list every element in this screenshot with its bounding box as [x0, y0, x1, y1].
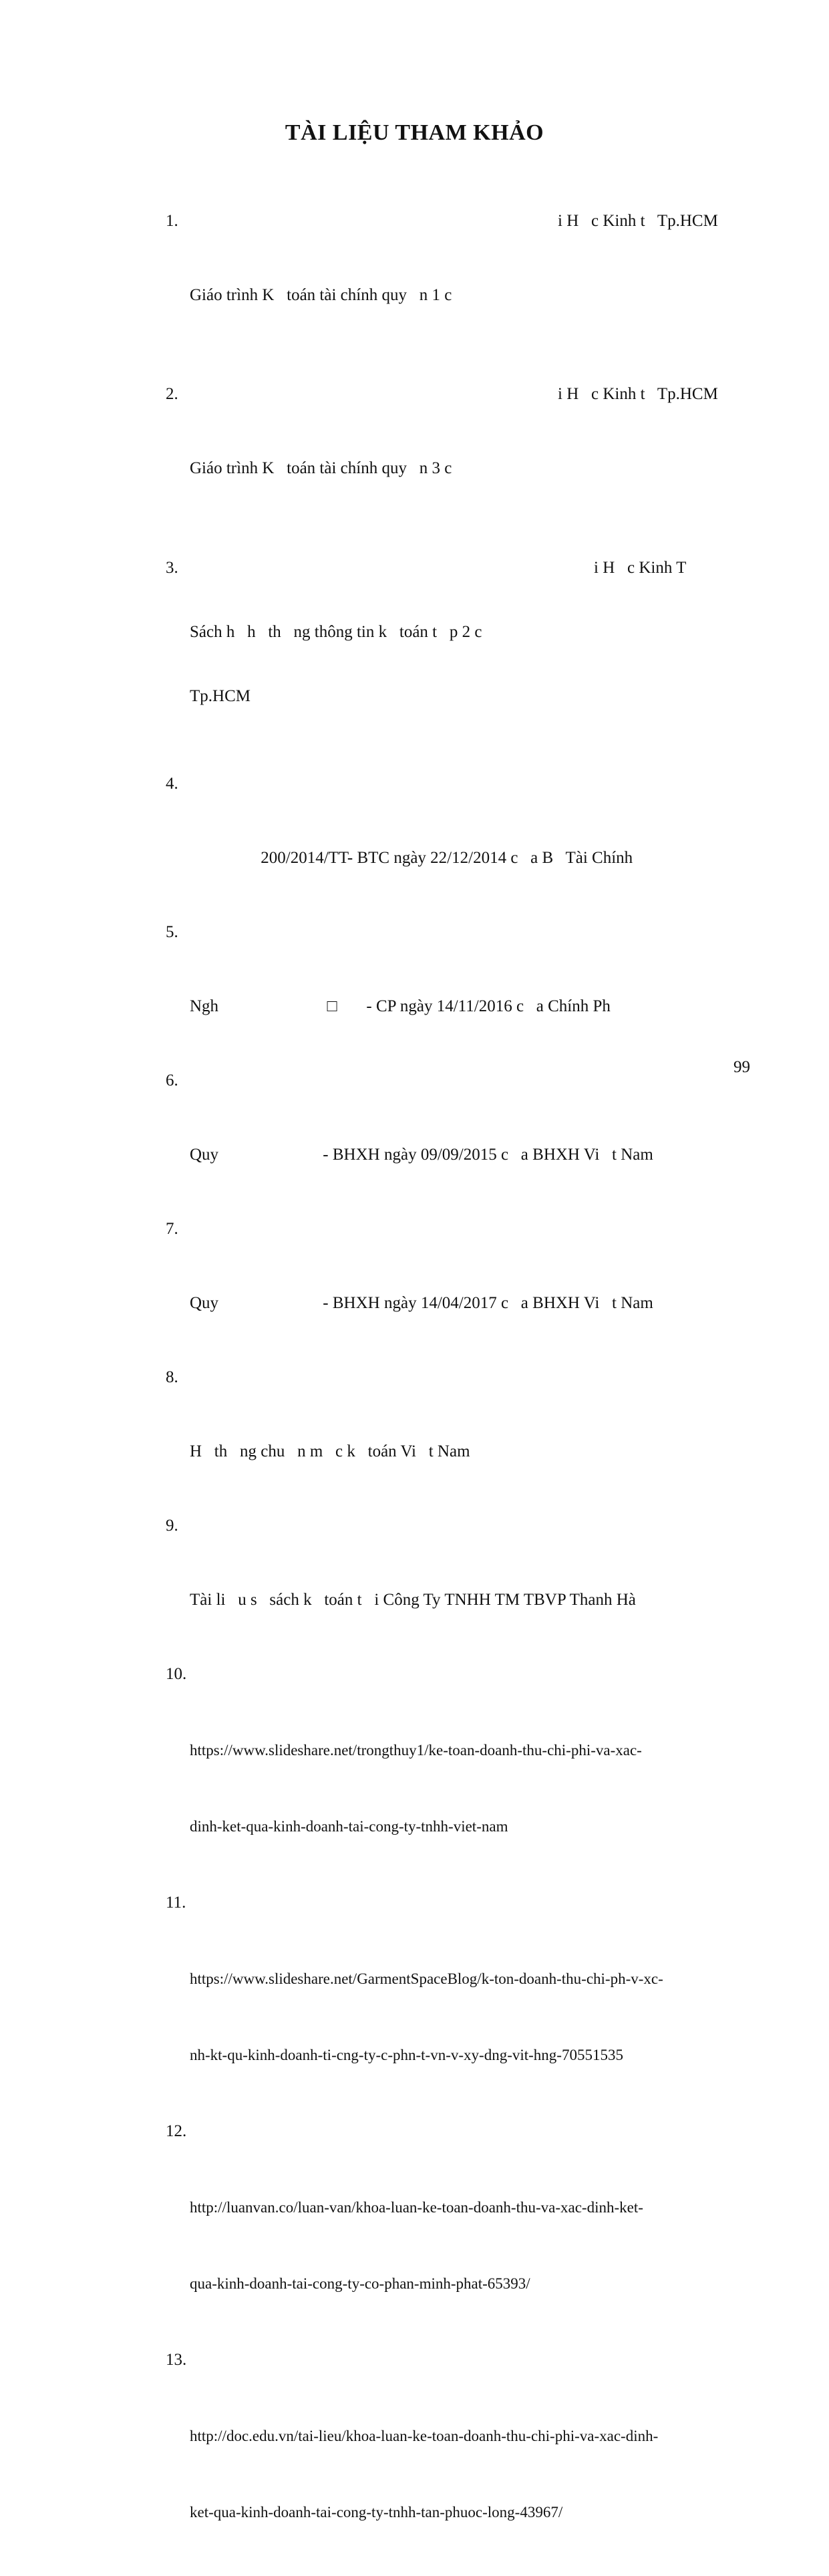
reference-link-continued[interactable]: dinh-ket-qua-kinh-doanh-tai-cong-ty-tnhh-viet-nam [190, 1818, 508, 1835]
reference-item-8 [166, 1365, 754, 1513]
reference-number: 2. [166, 385, 178, 403]
reference-text: Quy - BHXH ngày 09/09/2015 c a BHXH Vi t Nam [190, 1146, 653, 1164]
reference-text-right: i H c Kinh t Tp.HCM [558, 385, 718, 403]
reference-number: 8. [166, 1368, 178, 1386]
reference-text: Tài li u s sách k toán t i Công Ty TNHH TM TBVP Thanh Hà [190, 1591, 636, 1609]
reference-text-right: i H c Kinh T [594, 559, 687, 577]
reference-item-5 [166, 920, 754, 1068]
reference-number: 7. [166, 1220, 178, 1238]
reference-link[interactable]: http://doc.edu.vn/tai-lieu/khoa-luan-ke-toan-doanh-thu-chi-phi-va-xac-dinh- [190, 2428, 659, 2444]
reference-list [166, 209, 754, 2576]
reference-number: 11. [166, 1894, 186, 1912]
reference-text: Quy - BHXH ngày 14/04/2017 c a BHXH Vi t Nam [190, 1294, 653, 1312]
reference-number: 4. [166, 775, 178, 793]
reference-text: Sách h h th ng thông tin k toán t p 2 c [190, 623, 482, 641]
reference-item-6 [166, 1068, 754, 1216]
page-number: 99 [733, 1058, 750, 1076]
reference-item-1 [166, 209, 754, 382]
reference-number: 13. [166, 2351, 187, 2369]
reference-link[interactable]: https://www.slideshare.net/GarmentSpaceBlog/k-ton-doanh-thu-chi-ph-v-xc- [190, 1970, 663, 1987]
reference-item-3 [166, 557, 754, 771]
reference-item-11 [166, 1890, 754, 2119]
reference-link-continued[interactable]: qua-kinh-doanh-tai-cong-ty-co-phan-minh-phat-65393/ [190, 2275, 530, 2292]
reference-item-4 [166, 771, 754, 920]
reference-link-continued[interactable]: nh-kt-qu-kinh-doanh-ti-cng-ty-c-phn-t-vn-v-xy-dng-vit-hng-70551535 [190, 2047, 623, 2063]
reference-number: 10. [166, 1665, 187, 1683]
reference-item-7 [166, 1216, 754, 1365]
reference-link[interactable]: https://www.slideshare.net/trongthuy1/ke-toan-doanh-thu-chi-phi-va-xac- [190, 1742, 642, 1759]
reference-text: Giáo trình K toán tài chính quy n 1 c [190, 286, 452, 304]
reference-link-continued[interactable]: ket-qua-kinh-doanh-tai-cong-ty-tnhh-tan-phuoc-long-43967/ [190, 2504, 563, 2521]
reference-text-right: i H c Kinh t Tp.HCM [558, 212, 718, 230]
reference-item-10 [166, 1662, 754, 1890]
reference-number: 5. [166, 923, 178, 941]
reference-item-9 [166, 1513, 754, 1662]
reference-number: 1. [166, 212, 178, 230]
reference-number: 12. [166, 2122, 187, 2140]
reference-item-13 [166, 2347, 754, 2576]
reference-text: H th ng chu n m c k toán Vi t Nam [190, 1442, 470, 1460]
reference-text-continued: Tp.HCM [190, 687, 251, 705]
reference-number: 6. [166, 1071, 178, 1089]
reference-item-2 [166, 382, 754, 555]
reference-number: 9. [166, 1517, 178, 1535]
page-title: TÀI LIỆU THAM KHẢO [285, 120, 544, 145]
reference-text: 200/2014/TT- BTC ngày 22/12/2014 c a B Tài Chính [190, 849, 633, 867]
reference-number: 3. [166, 559, 178, 577]
reference-text: Giáo trình K toán tài chính quy n 3 c [190, 459, 452, 477]
reference-text: Ngh □ - CP ngày 14/11/2016 c a Chính Ph [190, 997, 611, 1015]
reference-item-12 [166, 2119, 754, 2347]
reference-link[interactable]: http://luanvan.co/luan-van/khoa-luan-ke-toan-doanh-thu-va-xac-dinh-ket- [190, 2199, 643, 2216]
